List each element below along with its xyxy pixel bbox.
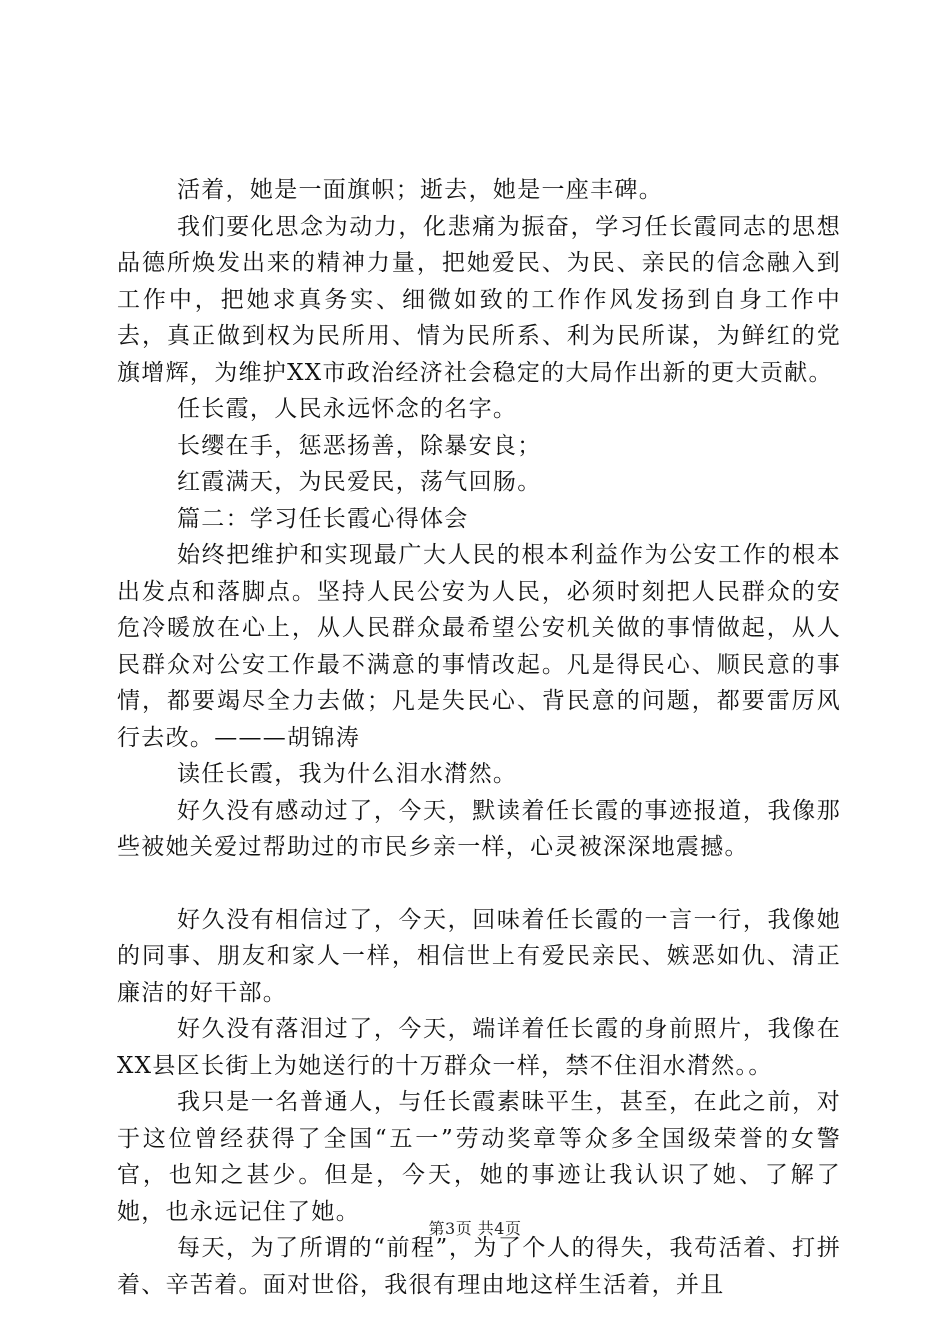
paragraph: 我们要化思念为动力，化悲痛为振奋，学习任长霞同志的思想品德所焕发出来的精神力量，把她爱民、为民、亲民的信念融入到工作中，把她求真务实、细微如致的工作作风发扬到自身工作中去，真正做到权为民所用、情为民所系、利为民所谋，为鲜红的党旗增辉，为维护XX市政治经济社会稳定的大局作出新的更大贡献。	[117, 213, 841, 386]
paragraph: 红霞满天，为民爱民，荡气回肠。	[177, 469, 542, 495]
paragraph: 好久没有落泪过了，今天，端详着任长霞的身前照片，我像在XX县区长街上为她送行的十万群众一样，禁不住泪水潸然。。	[117, 1016, 841, 1079]
paragraph: 读任长霞，我为什么泪水潸然。	[177, 761, 518, 787]
paragraph: 任长霞，人民永远怀念的名字。	[177, 396, 518, 422]
document-body	[117, 172, 841, 1303]
paragraph: 活着，她是一面旗帜；逝去，她是一座丰碑。	[177, 177, 663, 203]
paragraph: 我只是一名普通人，与任长霞素昧平生，甚至，在此之前，对于这位曾经获得了全国“五一”劳动奖章等众多全国级荣誉的女警官，也知之甚少。但是，今天，她的事迹让我认识了她、了解了她，也永远记住了她。	[117, 1089, 841, 1225]
paragraph: 好久没有相信过了，今天，回味着任长霞的一言一行，我像她的同事、朋友和家人一样，相信世上有爱民亲民、嫉恶如仇、清正廉洁的好干部。	[117, 906, 841, 1006]
paragraph: 好久没有感动过了，今天，默读着任长霞的事迹报道，我像那些被她关爱过帮助过的市民乡亲一样，心灵被深深地震撼。	[117, 797, 841, 860]
paragraph: 长缨在手，惩恶扬善，除暴安良；	[177, 432, 542, 459]
paragraph: 每天，为了所谓的“前程”，为了个人的得失，我苟活着、打拼着、辛苦着。面对世俗，我很有理由地这样生活着，并且	[117, 1235, 841, 1298]
section-heading: 篇二：学习任长霞心得体会	[177, 505, 469, 532]
page-number-footer: 第3页 共4页	[428, 1219, 522, 1238]
paragraph: 始终把维护和实现最广大人民的根本利益作为公安工作的根本出发点和落脚点。坚持人民公安为人民，必须时刻把人民群众的安危冷暖放在心上，从人民群众最希望公安机关做的事情做起，从人民群众对公安工作最不满意的事情改起。凡是得民心、顺民意的事情，都要竭尽全力去做；凡是失民心、背民意的问题，都要雷厉风行去改。———胡锦涛	[117, 542, 841, 751]
